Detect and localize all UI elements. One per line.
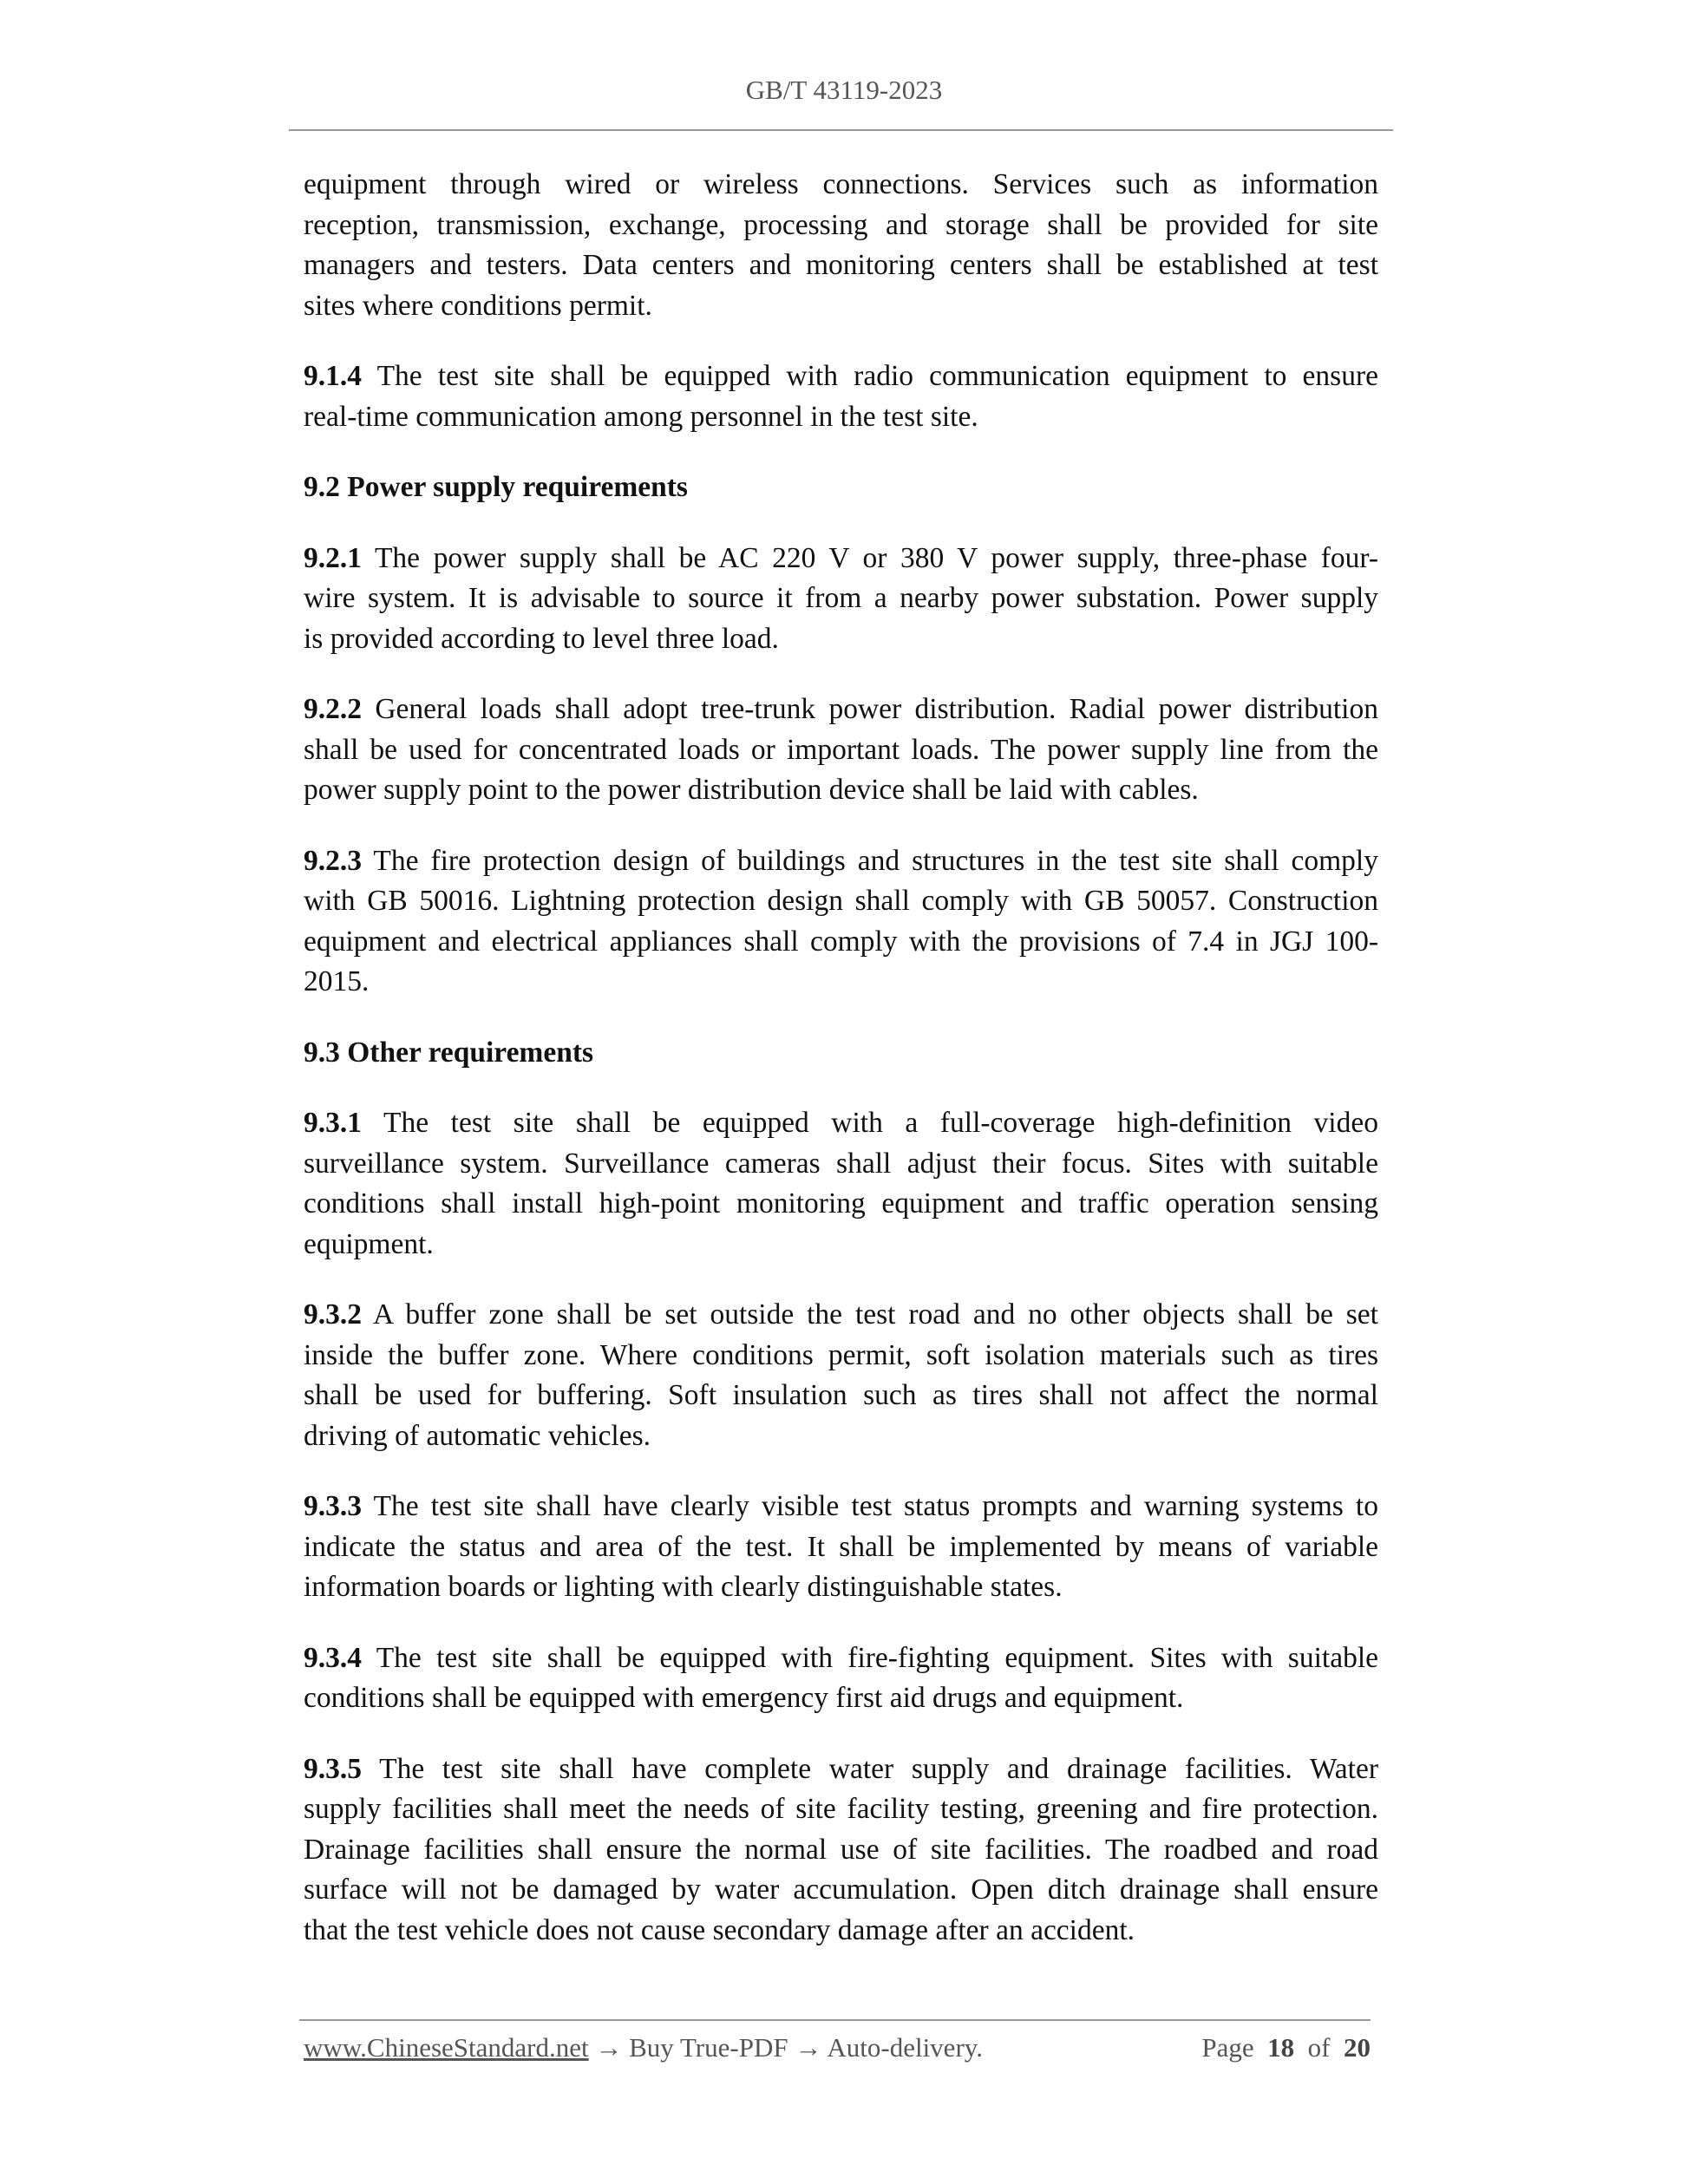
clause-paragraph <box>304 356 1378 437</box>
text-line <box>304 1103 1378 1144</box>
line-text: sites where conditions permit. <box>304 289 652 322</box>
line-text: Drainage facilities shall ensure the normal use of site facilities. The roadbed and road <box>304 1833 1378 1866</box>
line-text: equipment and electrical appliances shall comply with the provisions of 7.4 in JGJ 100- <box>304 925 1378 958</box>
line-text: real-time communication among personnel in the test site. <box>304 400 978 433</box>
footer-promo-line <box>304 2032 983 2063</box>
text-line <box>304 1638 1378 1679</box>
clause-paragraph <box>304 1295 1378 1456</box>
line-text: General loads shall adopt tree-trunk power distribution. Radial power distribution <box>362 693 1378 725</box>
section-heading <box>304 1033 1378 1074</box>
text-line <box>304 1487 1378 1527</box>
text-line <box>304 245 1378 286</box>
clause-paragraph <box>304 1638 1378 1719</box>
text-line <box>304 1911 1378 1952</box>
line-text: The test site shall be equipped with a full-coverage high-definition video <box>362 1107 1378 1139</box>
text-line <box>304 1144 1378 1185</box>
clause-number: 9.3.5 <box>304 1752 362 1785</box>
text-line <box>304 1225 1378 1265</box>
line-text: surface will not be damaged by water accumulation. Open ditch drainage shall ensure <box>304 1873 1378 1906</box>
page-label: Page <box>1201 2032 1254 2063</box>
text-line <box>304 881 1378 922</box>
text-line <box>304 1678 1378 1719</box>
clause-paragraph <box>304 1749 1378 1952</box>
clause-number: 9.2.3 <box>304 844 362 877</box>
text-line <box>304 1870 1378 1911</box>
text-line <box>304 1749 1378 1790</box>
line-text: with GB 50016. Lightning protection design shall comply with GB 50057. Construction <box>304 885 1378 917</box>
text-line <box>304 1416 1378 1457</box>
text-line <box>304 397 1378 438</box>
text-line <box>304 1184 1378 1225</box>
line-text: The test site shall have clearly visible test status prompts and warning systems to <box>362 1490 1378 1522</box>
text-line <box>304 770 1378 811</box>
line-text: surveillance system. Surveillance cameras shall adjust their focus. Sites with suitable <box>304 1147 1378 1180</box>
line-text: equipment. <box>304 1227 434 1260</box>
footer-promo-text: → Buy True-PDF → Auto-delivery. <box>588 2032 983 2063</box>
clause-paragraph <box>304 165 1378 326</box>
document-body <box>304 165 1378 1981</box>
line-text: power supply point to the power distribution device shall be laid with cables. <box>304 774 1199 806</box>
line-text: The test site shall be equipped with fire-fighting equipment. Sites with suitable <box>362 1641 1378 1674</box>
text-line <box>304 730 1378 771</box>
line-text: shall be used for concentrated loads or important loads. The power supply line from the <box>304 733 1378 766</box>
footer-divider <box>299 2019 1371 2021</box>
text-line <box>304 165 1378 206</box>
clause-number: 9.1.4 <box>304 360 362 392</box>
text-line <box>304 619 1378 660</box>
line-text: wire system. It is advisable to source it from a nearby power substation. Power supply <box>304 582 1378 614</box>
line-text: shall be used for buffering. Soft insulation such as tires shall not affect the normal <box>304 1379 1378 1411</box>
section-heading-text: 9.3 Other requirements <box>304 1036 594 1069</box>
line-text: is provided according to level three load. <box>304 622 779 655</box>
page-footer <box>304 2032 1371 2063</box>
text-line <box>304 579 1378 619</box>
clause-number: 9.3.4 <box>304 1641 362 1674</box>
clause-paragraph <box>304 1487 1378 1608</box>
text-line <box>304 1376 1378 1416</box>
line-text: The test site shall have complete water supply and drainage facilities. Water <box>362 1752 1378 1785</box>
line-text: A buffer zone shall be set outside the test road and no other objects shall be set <box>362 1298 1378 1331</box>
line-text: conditions shall be equipped with emergency first aid drugs and equipment. <box>304 1682 1184 1714</box>
clause-paragraph <box>304 539 1378 660</box>
line-text: The fire protection design of buildings and structures in the test site shall comply <box>362 844 1378 877</box>
text-line <box>304 922 1378 963</box>
clause-number: 9.3.1 <box>304 1107 362 1139</box>
text-line <box>304 206 1378 246</box>
line-text: managers and testers. Data centers and monitoring centers shall be established at test <box>304 249 1378 281</box>
clause-paragraph <box>304 841 1378 1003</box>
text-line <box>304 356 1378 397</box>
line-text: driving of automatic vehicles. <box>304 1419 651 1452</box>
clause-number: 9.2.2 <box>304 693 362 725</box>
text-line <box>304 286 1378 327</box>
page-number: 18 <box>1267 2032 1295 2063</box>
text-line <box>304 690 1378 730</box>
line-text: The power supply shall be AC 220 V or 380 V power supply, three-phase four- <box>362 541 1378 574</box>
text-line <box>304 962 1378 1003</box>
text-line <box>304 1295 1378 1336</box>
page-total: 20 <box>1344 2032 1371 2063</box>
page-indicator <box>1201 2032 1371 2063</box>
document-header: GB/T 43119-2023 <box>745 75 943 105</box>
line-text: The test site shall be equipped with radio communication equipment to ensure <box>362 360 1378 392</box>
clause-paragraph <box>304 690 1378 811</box>
text-line <box>304 1830 1378 1871</box>
header-divider <box>289 129 1393 131</box>
text-line <box>304 841 1378 882</box>
of-label: of <box>1307 2032 1331 2063</box>
line-text: supply facilities shall meet the needs of site facility testing, greening and fire protection. <box>304 1793 1378 1825</box>
text-line <box>304 539 1378 579</box>
text-line <box>304 1567 1378 1608</box>
section-heading <box>304 468 1378 508</box>
line-text: reception, transmission, exchange, processing and storage shall be provided for site <box>304 208 1378 241</box>
clause-number: 9.3.3 <box>304 1490 362 1522</box>
text-line <box>304 1789 1378 1830</box>
line-text: that the test vehicle does not cause secondary damage after an accident. <box>304 1913 1135 1946</box>
text-line <box>304 1336 1378 1376</box>
line-text: equipment through wired or wireless connections. Services such as information <box>304 168 1378 200</box>
line-text: conditions shall install high-point monitoring equipment and traffic operation sensing <box>304 1187 1378 1220</box>
clause-number: 9.2.1 <box>304 541 362 574</box>
clause-paragraph <box>304 1103 1378 1265</box>
clause-number: 9.3.2 <box>304 1298 362 1331</box>
line-text: inside the buffer zone. Where conditions permit, soft isolation materials such as tires <box>304 1338 1378 1371</box>
line-text: indicate the status and area of the test. It shall be implemented by means of variable <box>304 1530 1378 1563</box>
text-line <box>304 1527 1378 1568</box>
line-text: information boards or lighting with clearly distinguishable states. <box>304 1571 1063 1603</box>
website-link[interactable]: www.ChineseStandard.net <box>304 2032 589 2063</box>
section-heading-text: 9.2 Power supply requirements <box>304 471 688 503</box>
line-text: 2015. <box>304 965 370 997</box>
